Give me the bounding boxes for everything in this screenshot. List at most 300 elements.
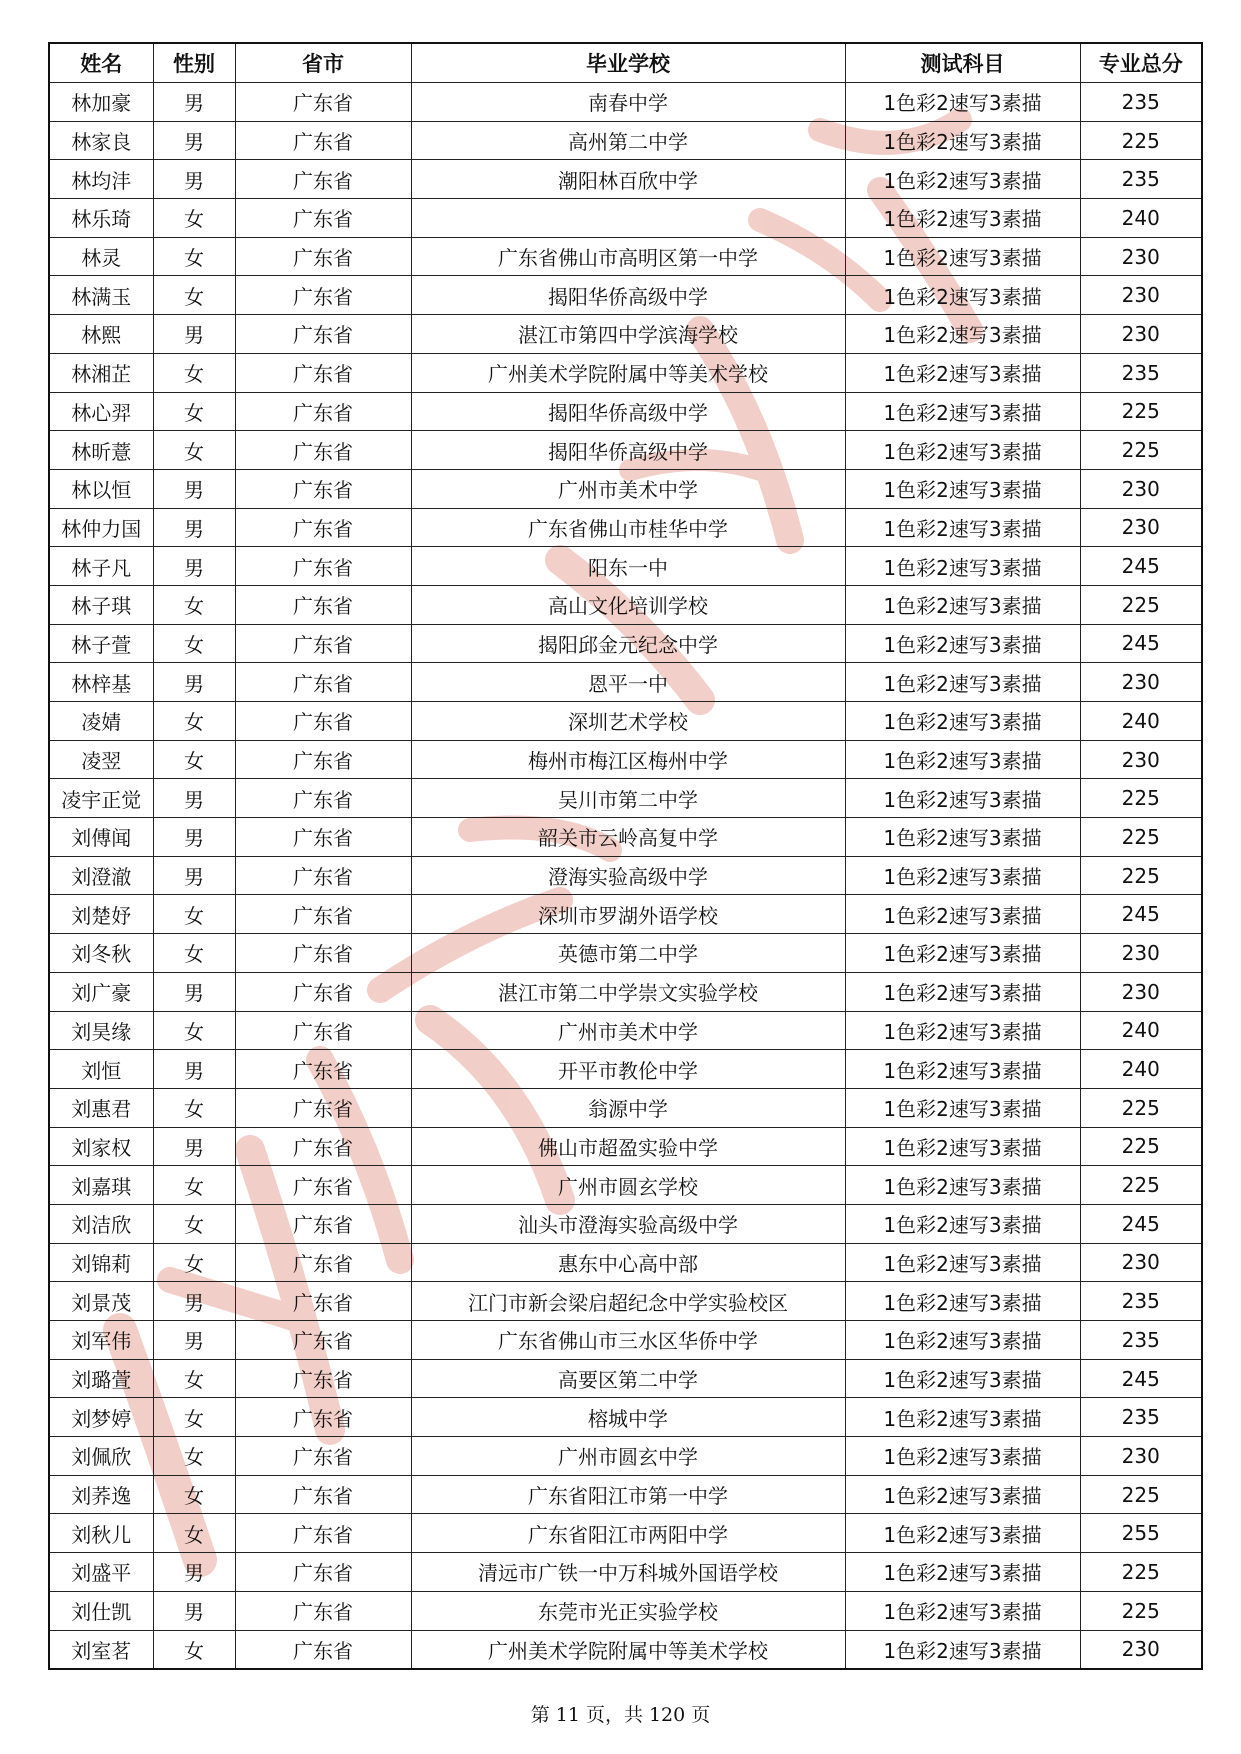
cell-name: 刘洁欣 bbox=[49, 1204, 153, 1243]
cell-province: 广东省 bbox=[235, 1243, 411, 1282]
cell-subjects: 1色彩2速写3素描 bbox=[845, 353, 1080, 392]
cell-name: 刘惠君 bbox=[49, 1088, 153, 1127]
cell-subjects: 1色彩2速写3素描 bbox=[845, 1050, 1080, 1089]
cell-school: 揭阳华侨高级中学 bbox=[411, 276, 845, 315]
cell-gender: 女 bbox=[153, 392, 235, 431]
cell-total-score: 230 bbox=[1080, 740, 1202, 779]
cell-name: 刘荞逸 bbox=[49, 1475, 153, 1514]
table-row bbox=[49, 276, 1202, 315]
cell-subjects: 1色彩2速写3素描 bbox=[845, 702, 1080, 741]
cell-gender: 女 bbox=[153, 585, 235, 624]
cell-school: 广东省佛山市高明区第一中学 bbox=[411, 237, 845, 276]
cell-gender: 女 bbox=[153, 1514, 235, 1553]
cell-total-score: 230 bbox=[1080, 276, 1202, 315]
cell-total-score: 225 bbox=[1080, 1475, 1202, 1514]
cell-school: 江门市新会梁启超纪念中学实验校区 bbox=[411, 1282, 845, 1321]
cell-subjects: 1色彩2速写3素描 bbox=[845, 740, 1080, 779]
cell-name: 凌婧 bbox=[49, 702, 153, 741]
cell-total-score: 230 bbox=[1080, 315, 1202, 354]
cell-school: 恩平一中 bbox=[411, 663, 845, 702]
cell-province: 广东省 bbox=[235, 1204, 411, 1243]
cell-gender: 女 bbox=[153, 1204, 235, 1243]
table-row bbox=[49, 199, 1202, 238]
table-row bbox=[49, 1204, 1202, 1243]
cell-total-score: 225 bbox=[1080, 1553, 1202, 1592]
cell-name: 林梓基 bbox=[49, 663, 153, 702]
cell-province: 广东省 bbox=[235, 1011, 411, 1050]
table-row bbox=[49, 1011, 1202, 1050]
cell-total-score: 225 bbox=[1080, 1166, 1202, 1205]
cell-school: 开平市教伦中学 bbox=[411, 1050, 845, 1089]
cell-province: 广东省 bbox=[235, 1088, 411, 1127]
table-row bbox=[49, 392, 1202, 431]
cell-subjects: 1色彩2速写3素描 bbox=[845, 315, 1080, 354]
cell-school: 梅州市梅江区梅州中学 bbox=[411, 740, 845, 779]
table-row bbox=[49, 1591, 1202, 1630]
cell-school: 东莞市光正实验学校 bbox=[411, 1591, 845, 1630]
cell-school: 翁源中学 bbox=[411, 1088, 845, 1127]
cell-province: 广东省 bbox=[235, 972, 411, 1011]
cell-gender: 女 bbox=[153, 1630, 235, 1669]
table-row bbox=[49, 547, 1202, 586]
cell-name: 刘广豪 bbox=[49, 972, 153, 1011]
cell-subjects: 1色彩2速写3素描 bbox=[845, 508, 1080, 547]
cell-province: 广东省 bbox=[235, 237, 411, 276]
cell-subjects: 1色彩2速写3素描 bbox=[845, 779, 1080, 818]
cell-province: 广东省 bbox=[235, 740, 411, 779]
cell-school: 佛山市超盈实验中学 bbox=[411, 1127, 845, 1166]
cell-school: 潮阳林百欣中学 bbox=[411, 160, 845, 199]
cell-total-score: 230 bbox=[1080, 508, 1202, 547]
cell-province: 广东省 bbox=[235, 392, 411, 431]
table-row bbox=[49, 1050, 1202, 1089]
cell-school: 高要区第二中学 bbox=[411, 1359, 845, 1398]
cell-total-score: 225 bbox=[1080, 1127, 1202, 1166]
cell-province: 广东省 bbox=[235, 818, 411, 857]
cell-subjects: 1色彩2速写3素描 bbox=[845, 392, 1080, 431]
cell-gender: 男 bbox=[153, 972, 235, 1011]
table-row bbox=[49, 1359, 1202, 1398]
header-school: 毕业学校 bbox=[411, 43, 845, 83]
cell-gender: 女 bbox=[153, 702, 235, 741]
cell-name: 刘室茗 bbox=[49, 1630, 153, 1669]
cell-subjects: 1色彩2速写3素描 bbox=[845, 547, 1080, 586]
cell-gender: 男 bbox=[153, 121, 235, 160]
cell-total-score: 240 bbox=[1080, 1011, 1202, 1050]
cell-total-score: 240 bbox=[1080, 702, 1202, 741]
cell-school: 湛江市第二中学崇文实验学校 bbox=[411, 972, 845, 1011]
cell-subjects: 1色彩2速写3素描 bbox=[845, 1437, 1080, 1476]
cell-school: 广东省佛山市桂华中学 bbox=[411, 508, 845, 547]
cell-subjects: 1色彩2速写3素描 bbox=[845, 663, 1080, 702]
cell-gender: 男 bbox=[153, 663, 235, 702]
cell-gender: 男 bbox=[153, 1553, 235, 1592]
cell-total-score: 235 bbox=[1080, 1282, 1202, 1321]
cell-name: 刘盛平 bbox=[49, 1553, 153, 1592]
table-row bbox=[49, 1475, 1202, 1514]
cell-gender: 女 bbox=[153, 934, 235, 973]
cell-total-score: 235 bbox=[1080, 160, 1202, 199]
table-row bbox=[49, 1398, 1202, 1437]
cell-subjects: 1色彩2速写3素描 bbox=[845, 972, 1080, 1011]
cell-subjects: 1色彩2速写3素描 bbox=[845, 1088, 1080, 1127]
cell-total-score: 245 bbox=[1080, 895, 1202, 934]
cell-total-score: 245 bbox=[1080, 1204, 1202, 1243]
cell-province: 广东省 bbox=[235, 431, 411, 470]
cell-province: 广东省 bbox=[235, 663, 411, 702]
cell-gender: 女 bbox=[153, 895, 235, 934]
cell-name: 刘军伟 bbox=[49, 1321, 153, 1360]
cell-province: 广东省 bbox=[235, 1127, 411, 1166]
cell-province: 广东省 bbox=[235, 1553, 411, 1592]
cell-subjects: 1色彩2速写3素描 bbox=[845, 1321, 1080, 1360]
cell-province: 广东省 bbox=[235, 702, 411, 741]
cell-gender: 女 bbox=[153, 353, 235, 392]
cell-province: 广东省 bbox=[235, 1630, 411, 1669]
cell-province: 广东省 bbox=[235, 1359, 411, 1398]
cell-province: 广东省 bbox=[235, 585, 411, 624]
cell-school: 惠东中心高中部 bbox=[411, 1243, 845, 1282]
cell-subjects: 1色彩2速写3素描 bbox=[845, 121, 1080, 160]
cell-gender: 女 bbox=[153, 276, 235, 315]
cell-name: 林仲力国 bbox=[49, 508, 153, 547]
cell-gender: 女 bbox=[153, 1359, 235, 1398]
cell-gender: 女 bbox=[153, 1088, 235, 1127]
cell-subjects: 1色彩2速写3素描 bbox=[845, 818, 1080, 857]
cell-school: 广东省佛山市三水区华侨中学 bbox=[411, 1321, 845, 1360]
cell-subjects: 1色彩2速写3素描 bbox=[845, 1398, 1080, 1437]
cell-school: 韶关市云岭高复中学 bbox=[411, 818, 845, 857]
cell-name: 刘澄澈 bbox=[49, 856, 153, 895]
cell-province: 广东省 bbox=[235, 1282, 411, 1321]
cell-subjects: 1色彩2速写3素描 bbox=[845, 469, 1080, 508]
footer-total-pages: 120 bbox=[648, 1704, 686, 1726]
cell-province: 广东省 bbox=[235, 160, 411, 199]
cell-province: 广东省 bbox=[235, 779, 411, 818]
header-name: 姓名 bbox=[49, 43, 153, 83]
cell-total-score: 230 bbox=[1080, 1630, 1202, 1669]
cell-gender: 男 bbox=[153, 1050, 235, 1089]
cell-gender: 男 bbox=[153, 779, 235, 818]
table-row bbox=[49, 702, 1202, 741]
cell-subjects: 1色彩2速写3素描 bbox=[845, 199, 1080, 238]
cell-school: 澄海实验高级中学 bbox=[411, 856, 845, 895]
cell-subjects: 1色彩2速写3素描 bbox=[845, 83, 1080, 122]
cell-gender: 女 bbox=[153, 199, 235, 238]
cell-name: 凌宇正觉 bbox=[49, 779, 153, 818]
cell-gender: 男 bbox=[153, 83, 235, 122]
cell-school: 榕城中学 bbox=[411, 1398, 845, 1437]
cell-school: 广州市美术中学 bbox=[411, 1011, 845, 1050]
cell-total-score: 230 bbox=[1080, 972, 1202, 1011]
cell-total-score: 225 bbox=[1080, 1591, 1202, 1630]
cell-school: 揭阳邱金元纪念中学 bbox=[411, 624, 845, 663]
cell-gender: 女 bbox=[153, 1398, 235, 1437]
cell-name: 林昕薏 bbox=[49, 431, 153, 470]
cell-school: 广州美术学院附属中等美术学校 bbox=[411, 353, 845, 392]
table-row bbox=[49, 1630, 1202, 1669]
cell-total-score: 225 bbox=[1080, 431, 1202, 470]
cell-total-score: 230 bbox=[1080, 469, 1202, 508]
cell-name: 凌翌 bbox=[49, 740, 153, 779]
cell-school: 深圳艺术学校 bbox=[411, 702, 845, 741]
cell-total-score: 240 bbox=[1080, 1050, 1202, 1089]
cell-province: 广东省 bbox=[235, 1321, 411, 1360]
table-row bbox=[49, 1437, 1202, 1476]
cell-name: 林湘芷 bbox=[49, 353, 153, 392]
table-row bbox=[49, 740, 1202, 779]
cell-gender: 男 bbox=[153, 547, 235, 586]
cell-total-score: 245 bbox=[1080, 624, 1202, 663]
cell-school: 广东省阳江市第一中学 bbox=[411, 1475, 845, 1514]
cell-school: 广州市圆玄中学 bbox=[411, 1437, 845, 1476]
cell-province: 广东省 bbox=[235, 895, 411, 934]
table-row bbox=[49, 237, 1202, 276]
cell-total-score: 230 bbox=[1080, 1437, 1202, 1476]
cell-name: 林子琪 bbox=[49, 585, 153, 624]
cell-gender: 男 bbox=[153, 315, 235, 354]
cell-total-score: 225 bbox=[1080, 856, 1202, 895]
table-row bbox=[49, 1127, 1202, 1166]
cell-subjects: 1色彩2速写3素描 bbox=[845, 856, 1080, 895]
cell-subjects: 1色彩2速写3素描 bbox=[845, 160, 1080, 199]
cell-name: 刘梦婷 bbox=[49, 1398, 153, 1437]
table-row bbox=[49, 895, 1202, 934]
table-row bbox=[49, 624, 1202, 663]
cell-total-score: 235 bbox=[1080, 83, 1202, 122]
cell-subjects: 1色彩2速写3素描 bbox=[845, 237, 1080, 276]
cell-province: 广东省 bbox=[235, 469, 411, 508]
cell-subjects: 1色彩2速写3素描 bbox=[845, 1011, 1080, 1050]
cell-total-score: 225 bbox=[1080, 121, 1202, 160]
table-row bbox=[49, 779, 1202, 818]
cell-school: 广州美术学院附属中等美术学校 bbox=[411, 1630, 845, 1669]
cell-total-score: 235 bbox=[1080, 1398, 1202, 1437]
page-footer bbox=[0, 1700, 1241, 1727]
table-row bbox=[49, 160, 1202, 199]
cell-subjects: 1色彩2速写3素描 bbox=[845, 1243, 1080, 1282]
cell-gender: 男 bbox=[153, 1127, 235, 1166]
footer-suffix: 页 bbox=[691, 1704, 711, 1726]
table-row bbox=[49, 663, 1202, 702]
cell-subjects: 1色彩2速写3素描 bbox=[845, 1166, 1080, 1205]
cell-province: 广东省 bbox=[235, 1050, 411, 1089]
cell-subjects: 1色彩2速写3素描 bbox=[845, 1359, 1080, 1398]
cell-name: 刘仕凯 bbox=[49, 1591, 153, 1630]
cell-gender: 女 bbox=[153, 740, 235, 779]
table-row bbox=[49, 585, 1202, 624]
cell-gender: 女 bbox=[153, 431, 235, 470]
cell-school: 阳东一中 bbox=[411, 547, 845, 586]
cell-total-score: 245 bbox=[1080, 1359, 1202, 1398]
cell-total-score: 225 bbox=[1080, 818, 1202, 857]
table-row bbox=[49, 972, 1202, 1011]
cell-total-score: 230 bbox=[1080, 934, 1202, 973]
cell-total-score: 225 bbox=[1080, 585, 1202, 624]
cell-total-score: 225 bbox=[1080, 1088, 1202, 1127]
table-row bbox=[49, 1088, 1202, 1127]
cell-province: 广东省 bbox=[235, 1398, 411, 1437]
cell-subjects: 1色彩2速写3素描 bbox=[845, 934, 1080, 973]
cell-province: 广东省 bbox=[235, 1166, 411, 1205]
table-row bbox=[49, 431, 1202, 470]
cell-gender: 女 bbox=[153, 624, 235, 663]
cell-name: 林以恒 bbox=[49, 469, 153, 508]
cell-total-score: 225 bbox=[1080, 392, 1202, 431]
header-total-score: 专业总分 bbox=[1080, 43, 1202, 83]
cell-gender: 男 bbox=[153, 508, 235, 547]
cell-school: 汕头市澄海实验高级中学 bbox=[411, 1204, 845, 1243]
table-row bbox=[49, 469, 1202, 508]
cell-province: 广东省 bbox=[235, 508, 411, 547]
cell-gender: 女 bbox=[153, 1437, 235, 1476]
cell-subjects: 1色彩2速写3素描 bbox=[845, 1204, 1080, 1243]
cell-gender: 女 bbox=[153, 1475, 235, 1514]
header-subjects: 测试科目 bbox=[845, 43, 1080, 83]
cell-subjects: 1色彩2速写3素描 bbox=[845, 624, 1080, 663]
cell-school: 吴川市第二中学 bbox=[411, 779, 845, 818]
cell-name: 林满玉 bbox=[49, 276, 153, 315]
cell-subjects: 1色彩2速写3素描 bbox=[845, 895, 1080, 934]
cell-name: 林子凡 bbox=[49, 547, 153, 586]
table-row bbox=[49, 1553, 1202, 1592]
cell-province: 广东省 bbox=[235, 1591, 411, 1630]
cell-province: 广东省 bbox=[235, 856, 411, 895]
cell-school: 清远市广铁一中万科城外国语学校 bbox=[411, 1553, 845, 1592]
cell-total-score: 245 bbox=[1080, 547, 1202, 586]
table-row bbox=[49, 315, 1202, 354]
header-province: 省市 bbox=[235, 43, 411, 83]
cell-school: 深圳市罗湖外语学校 bbox=[411, 895, 845, 934]
cell-school: 南春中学 bbox=[411, 83, 845, 122]
cell-gender: 男 bbox=[153, 1591, 235, 1630]
cell-name: 刘恒 bbox=[49, 1050, 153, 1089]
cell-name: 刘楚妤 bbox=[49, 895, 153, 934]
cell-province: 广东省 bbox=[235, 83, 411, 122]
cell-school: 高山文化培训学校 bbox=[411, 585, 845, 624]
cell-gender: 女 bbox=[153, 1243, 235, 1282]
cell-subjects: 1色彩2速写3素描 bbox=[845, 1553, 1080, 1592]
cell-subjects: 1色彩2速写3素描 bbox=[845, 1591, 1080, 1630]
cell-province: 广东省 bbox=[235, 624, 411, 663]
cell-name: 林灵 bbox=[49, 237, 153, 276]
cell-name: 刘璐萱 bbox=[49, 1359, 153, 1398]
cell-name: 林均沣 bbox=[49, 160, 153, 199]
cell-province: 广东省 bbox=[235, 276, 411, 315]
cell-name: 刘傅闻 bbox=[49, 818, 153, 857]
cell-province: 广东省 bbox=[235, 1475, 411, 1514]
cell-name: 刘佩欣 bbox=[49, 1437, 153, 1476]
cell-name: 林子萱 bbox=[49, 624, 153, 663]
cell-subjects: 1色彩2速写3素描 bbox=[845, 431, 1080, 470]
cell-school: 广东省阳江市两阳中学 bbox=[411, 1514, 845, 1553]
cell-gender: 男 bbox=[153, 469, 235, 508]
cell-gender: 女 bbox=[153, 1011, 235, 1050]
table-row bbox=[49, 934, 1202, 973]
cell-province: 广东省 bbox=[235, 547, 411, 586]
cell-total-score: 230 bbox=[1080, 237, 1202, 276]
score-table bbox=[48, 42, 1203, 1670]
cell-subjects: 1色彩2速写3素描 bbox=[845, 1127, 1080, 1166]
cell-school bbox=[411, 199, 845, 238]
cell-school: 英德市第二中学 bbox=[411, 934, 845, 973]
table-row bbox=[49, 1166, 1202, 1205]
cell-province: 广东省 bbox=[235, 199, 411, 238]
cell-total-score: 240 bbox=[1080, 199, 1202, 238]
cell-gender: 男 bbox=[153, 1282, 235, 1321]
cell-name: 林家良 bbox=[49, 121, 153, 160]
cell-school: 广州市圆玄学校 bbox=[411, 1166, 845, 1205]
header-row bbox=[49, 43, 1202, 83]
cell-subjects: 1色彩2速写3素描 bbox=[845, 1282, 1080, 1321]
cell-gender: 男 bbox=[153, 160, 235, 199]
cell-total-score: 225 bbox=[1080, 779, 1202, 818]
cell-name: 刘昊缘 bbox=[49, 1011, 153, 1050]
cell-name: 刘家权 bbox=[49, 1127, 153, 1166]
table-row bbox=[49, 856, 1202, 895]
cell-name: 林熙 bbox=[49, 315, 153, 354]
cell-province: 广东省 bbox=[235, 1514, 411, 1553]
table-row bbox=[49, 121, 1202, 160]
footer-prefix: 第 bbox=[530, 1704, 550, 1726]
cell-name: 刘嘉琪 bbox=[49, 1166, 153, 1205]
table-row bbox=[49, 83, 1202, 122]
table-row bbox=[49, 1321, 1202, 1360]
cell-name: 刘秋儿 bbox=[49, 1514, 153, 1553]
cell-school: 揭阳华侨高级中学 bbox=[411, 431, 845, 470]
cell-name: 林乐琦 bbox=[49, 199, 153, 238]
cell-subjects: 1色彩2速写3素描 bbox=[845, 1514, 1080, 1553]
footer-page-number: 11 bbox=[555, 1704, 580, 1726]
cell-province: 广东省 bbox=[235, 934, 411, 973]
cell-name: 刘景茂 bbox=[49, 1282, 153, 1321]
footer-middle: 页，共 bbox=[585, 1704, 643, 1726]
table-row bbox=[49, 508, 1202, 547]
cell-province: 广东省 bbox=[235, 315, 411, 354]
table-row bbox=[49, 353, 1202, 392]
cell-gender: 男 bbox=[153, 818, 235, 857]
header-gender: 性别 bbox=[153, 43, 235, 83]
cell-subjects: 1色彩2速写3素描 bbox=[845, 1630, 1080, 1669]
cell-province: 广东省 bbox=[235, 121, 411, 160]
cell-school: 广州市美术中学 bbox=[411, 469, 845, 508]
cell-total-score: 230 bbox=[1080, 1243, 1202, 1282]
cell-gender: 女 bbox=[153, 237, 235, 276]
cell-total-score: 235 bbox=[1080, 1321, 1202, 1360]
table-row bbox=[49, 1243, 1202, 1282]
cell-name: 刘锦莉 bbox=[49, 1243, 153, 1282]
table-row bbox=[49, 1282, 1202, 1321]
cell-subjects: 1色彩2速写3素描 bbox=[845, 585, 1080, 624]
cell-total-score: 230 bbox=[1080, 663, 1202, 702]
cell-name: 林心羿 bbox=[49, 392, 153, 431]
cell-name: 林加豪 bbox=[49, 83, 153, 122]
cell-gender: 男 bbox=[153, 856, 235, 895]
cell-school: 高州第二中学 bbox=[411, 121, 845, 160]
cell-province: 广东省 bbox=[235, 353, 411, 392]
cell-province: 广东省 bbox=[235, 1437, 411, 1476]
cell-total-score: 235 bbox=[1080, 353, 1202, 392]
cell-gender: 男 bbox=[153, 1321, 235, 1360]
cell-school: 湛江市第四中学滨海学校 bbox=[411, 315, 845, 354]
cell-school: 揭阳华侨高级中学 bbox=[411, 392, 845, 431]
cell-gender: 女 bbox=[153, 1166, 235, 1205]
table-row bbox=[49, 818, 1202, 857]
table-row bbox=[49, 1514, 1202, 1553]
cell-total-score: 255 bbox=[1080, 1514, 1202, 1553]
cell-name: 刘冬秋 bbox=[49, 934, 153, 973]
cell-subjects: 1色彩2速写3素描 bbox=[845, 276, 1080, 315]
